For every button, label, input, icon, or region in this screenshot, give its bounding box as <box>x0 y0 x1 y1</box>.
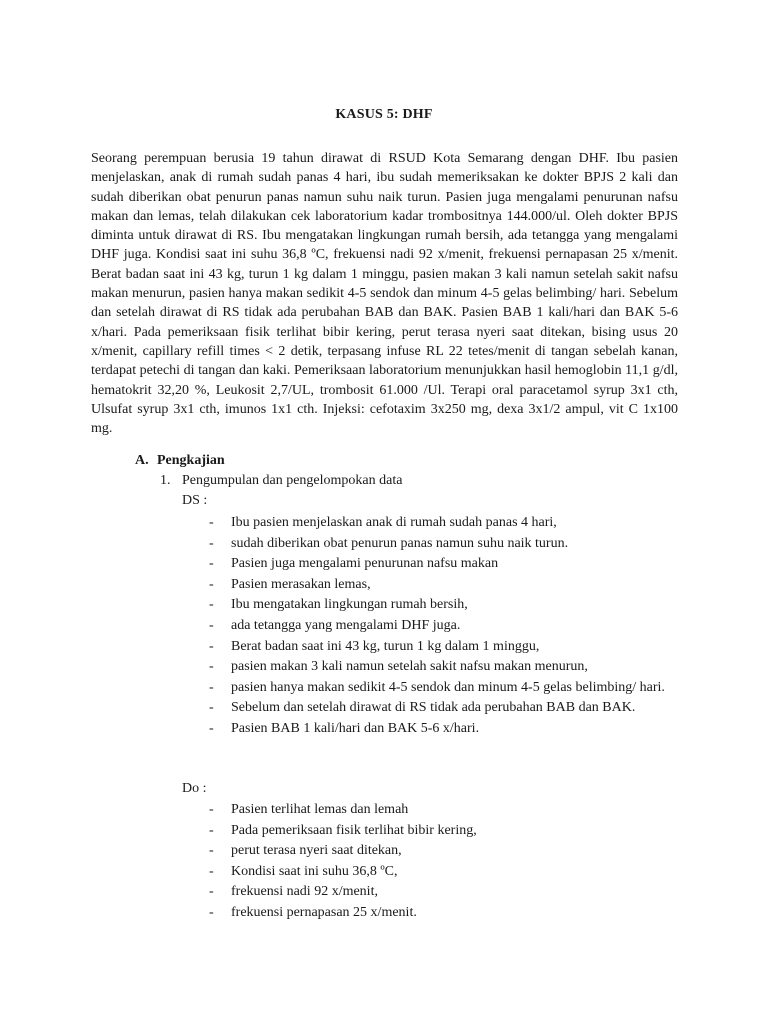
list-item-text: ada tetangga yang mengalami DHF juga. <box>231 617 461 633</box>
dash-bullet: - <box>209 556 214 572</box>
list-item <box>209 575 689 596</box>
do-list <box>209 800 689 924</box>
list-item-text: pasien makan 3 kali namun setelah sakit nafsu makan menurun, <box>231 659 588 675</box>
list-item <box>209 882 689 903</box>
list-item-text: Pasien merasakan lemas, <box>231 576 371 592</box>
dash-bullet: - <box>209 597 214 613</box>
subsection-heading <box>160 473 402 489</box>
dash-bullet: - <box>209 904 214 920</box>
list-item-text: Ibu pasien menjelaskan anak di rumah sudah panas 4 hari, <box>231 515 557 530</box>
subsection-title: Pengumpulan dan pengelompokan data <box>182 473 403 488</box>
list-item <box>209 698 689 719</box>
section-title: Pengkajian <box>157 453 225 468</box>
list-item-text: pasien hanya makan sedikit 4-5 sendok dan minum 4-5 gelas belimbing/ hari. <box>231 679 665 695</box>
section-letter: A. <box>135 453 149 468</box>
list-item <box>209 554 689 575</box>
dash-bullet: - <box>209 576 214 592</box>
do-label: Do : <box>182 781 207 796</box>
list-item <box>209 841 689 862</box>
list-item-text: frekuensi pernapasan 25 x/menit. <box>231 904 417 920</box>
dash-bullet: - <box>209 659 214 675</box>
dash-bullet: - <box>209 515 214 530</box>
list-item-text: Sebelum dan setelah dirawat di RS tidak ada perubahan BAB dan BAK. <box>231 700 636 716</box>
dash-bullet: - <box>209 617 214 633</box>
list-item-text: Pasien terlihat lemas dan lemah <box>231 802 409 817</box>
dash-bullet: - <box>209 802 214 817</box>
list-item <box>209 719 689 740</box>
list-item-text: perut terasa nyeri saat ditekan, <box>231 843 402 859</box>
list-item <box>209 595 689 616</box>
list-item-text: Pada pemeriksaan fisik terlihat bibir kering, <box>231 822 477 838</box>
dash-bullet: - <box>209 535 214 551</box>
subsection-number: 1. <box>160 473 171 488</box>
list-item <box>209 657 689 678</box>
list-item-text: sudah diberikan obat penurun panas namun suhu naik turun. <box>231 535 569 551</box>
dash-bullet: - <box>209 843 214 859</box>
ds-list <box>209 513 689 740</box>
dash-bullet: - <box>209 700 214 716</box>
dash-bullet: - <box>209 720 214 736</box>
list-item <box>209 821 689 842</box>
dash-bullet: - <box>209 863 214 879</box>
case-paragraph: Seorang perempuan berusia 19 tahun dirawat di RSUD Kota Semarang dengan DHF. Ibu pasien menjelaskan, anak di rumah sudah panas 4 hari, ibu sudah memeriksakan ke dokter BPJS 2 kali dan sudah diberikan obat penurun panas namun suhu naik turun. Pasien juga mengalami penurunan nafsu makan dan lemas, telah dilakukan cek laboratorium kadar trombositnya 144.000/ul. Oleh dokter BPJS diminta untuk dirawat di RS. Ibu mengatakan lingkungan rumah bersih, ada tetangga yang mengalami DHF juga. Kondisi saat ini suhu 36,8 ºC, frekuensi nadi 92 x/menit, frekuensi pernapasan 25 x/menit. Berat badan saat ini 43 kg, turun 1 kg dalam 1 minggu, pasien makan 3 kali namun setelah sakit nafsu makan menurun, pasien hanya makan sedikit 4-5 sendok dan minum 4-5 gelas belimbing/ hari. Sebelum dan setelah dirawat di RS tidak ada perubahan BAB dan BAK. Pasien BAB 1 kali/hari dan BAK 5-6 x/hari. Pada pemeriksaan fisik terlihat bibir kering, perut terasa nyeri saat ditekan, bising usus 20 x/menit, capillary refill times < 2 detik, terpasang infuse RL 22 tetes/menit di tangan sebelah kanan, terdapat petechi di tangan dan kaki. Pemeriksaan laboratorium menunjukkan hasil hemoglobin 11,1 g/dl, hematokrit 32,20 %, Leukosit 2,7/UL, trombosit 61.000 /Ul. Terapi oral paracetamol syrup 3x1 cth, Ulsufat syrup 3x1 cth, imunos 1x1 cth. Injeksi: cefotaxim 3x250 mg, dexa 3x1/2 ampul, vit C 1x100 mg. <box>91 151 678 437</box>
list-item <box>209 534 689 555</box>
dash-bullet: - <box>209 679 214 695</box>
document-title: KASUS 5: DHF <box>335 107 433 122</box>
list-item <box>209 637 689 658</box>
list-item <box>209 800 689 821</box>
list-item-text: Kondisi saat ini suhu 36,8 ºC, <box>231 863 398 879</box>
dash-bullet: - <box>209 638 214 654</box>
list-item-text: Berat badan saat ini 43 kg, turun 1 kg dalam 1 minggu, <box>231 638 540 654</box>
dash-bullet: - <box>209 822 214 838</box>
list-item-text: Ibu mengatakan lingkungan rumah bersih, <box>231 597 468 613</box>
list-item <box>209 678 689 699</box>
dash-bullet: - <box>209 884 214 900</box>
list-item <box>209 513 689 534</box>
list-item <box>209 903 689 924</box>
list-item-text: Pasien BAB 1 kali/hari dan BAK 5-6 x/hari. <box>231 720 480 736</box>
list-item <box>209 862 689 883</box>
list-item <box>209 616 689 637</box>
list-item-text: frekuensi nadi 92 x/menit, <box>231 884 378 900</box>
ds-label: DS : <box>182 493 208 508</box>
list-item-text: Pasien juga mengalami penurunan nafsu makan <box>231 556 499 572</box>
section-heading-pengkajian <box>135 453 225 469</box>
